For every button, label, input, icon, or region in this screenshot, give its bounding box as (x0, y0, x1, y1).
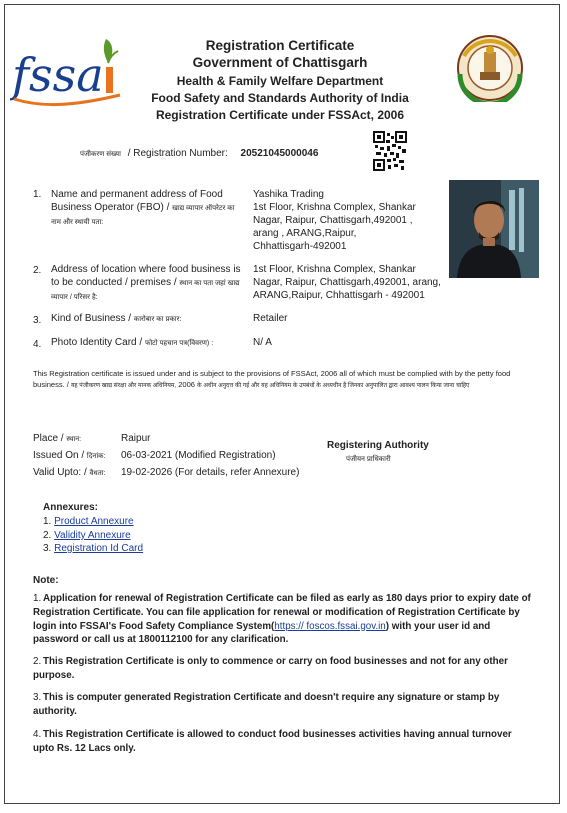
registration-id-card-link[interactable]: Registration Id Card (54, 543, 144, 554)
note-1: 1. Application for renewal of Registration Certificate can be filed as early as 180 days prior to expiry date of Registration Certificate. You can file application for renewal or modification of Registration Certificate by login into FSSAI's Food Safety Compliance System(https:// foscos.fssai.gov.in) with your user id and password or call us at 1800112100 for any clarification. (33, 593, 531, 646)
annexure-item: 3. Registration Id Card (43, 543, 144, 554)
row-1-label (51, 188, 241, 229)
note-title: Note: (33, 575, 59, 586)
row-4-label (51, 336, 241, 350)
place-label: Place / स्थान: (33, 433, 82, 444)
photo-id-card: N/ A (253, 337, 272, 348)
fbo-photo (449, 180, 539, 278)
row-4-label-en: Photo Identity Card / (51, 337, 143, 348)
registration-label-hindi: पंजीकरण संख्या (80, 151, 121, 158)
government-name: Government of Chattisgarh (192, 55, 368, 70)
row-2-value (253, 263, 453, 302)
row-1-value (253, 188, 448, 253)
registration-number-line (80, 148, 318, 159)
row-3-number: 3. (33, 315, 42, 326)
premises-address-line: 1st Floor, Krishna Complex, Shankar (253, 264, 416, 275)
authority-name: Food Safety and Standards Authority of India (151, 91, 409, 105)
row-4-number: 4. (33, 339, 42, 350)
statement-hindi-2: के अधीन अनुदत्त की गई और यह अधिनियम के उपबंधों के अध्यधीन है जिनका अनुपालित द्वारा आवश्य पालन किया जाना चाहिए (197, 382, 470, 389)
qr-code (373, 131, 407, 171)
fbo-address-line: Nagar, Raipur, Chattisgarh,492001 , (253, 215, 413, 226)
issued-label: Issued On / दिनांक: (33, 450, 106, 461)
statement-year: 2006 (178, 379, 195, 389)
row-1-number: 1. (33, 189, 42, 200)
note-3: 3. This is computer generated Registration Certificate and doesn't require any signature or stamp by authority. (33, 692, 500, 717)
annexures-title: Annexures: (43, 502, 99, 513)
fbo-address-line: 1st Floor, Krishna Complex, Shankar (253, 202, 416, 213)
place-value: Raipur (121, 433, 151, 444)
row-2-label (51, 263, 241, 304)
premises-address-line: ARANG,Raipur, Chhattisgarh - 492001 (253, 290, 425, 301)
annexure-item: 2. Validity Annexure (43, 530, 131, 541)
issued-value: 06-03-2021 (Modified Registration) (121, 450, 276, 461)
row-2-label-en: Address of location where food business is to be conducted / premises / (51, 264, 241, 288)
note-4: 4. This Registration Certificate is allowed to conduct food businesses activities having annual turnover upto Rs. 12 Lacs only. (33, 729, 512, 754)
fssai-logo (10, 33, 128, 115)
note-2: 2. This Registration Certificate is only to commence or carry on food businesses and not for any other purpose. (33, 656, 508, 681)
fbo-address-line: arang , ARANG,Raipur, (253, 228, 357, 239)
statement-english: This Registration certificate is issued under and is subject to the provisions of FSSAct, 2006 all of which must be complied with by the petty food business. / (33, 369, 511, 389)
fbo-name: Yashika Trading (253, 189, 324, 200)
registering-authority-hindi: पंजीयन प्राधिकारी (346, 456, 391, 463)
registration-label: / Registration Number: (127, 148, 228, 159)
row-3-label-hindi: कारोबार का प्रकार: (133, 316, 182, 323)
row-1-label-hindi: खाद्य व्यापार ऑपरेटर का नाम और स्थायी पता: (51, 205, 235, 226)
row-3-label (51, 312, 241, 326)
kind-of-business: Retailer (253, 313, 288, 324)
cert-title: Registration Certificate (205, 38, 355, 53)
product-annexure-link[interactable]: Product Annexure (54, 516, 134, 527)
row-3-label-en: Kind of Business / (51, 313, 132, 324)
annexure-item: 1. Product Annexure (43, 516, 134, 527)
foscos-link[interactable]: https:// foscos.fssai.gov.in (274, 620, 386, 632)
row-4-label-hindi: फोटो पहचान पत्र(विवरण) : (144, 340, 214, 347)
row-1-label-en: Name and permanent address of Food Business Operator (FBO) / (51, 189, 223, 213)
svg-text:fssa: fssa (12, 48, 104, 102)
act-title: Registration Certificate under FSSAct, 2006 (155, 108, 405, 122)
valid-label: Valid Upto: / वैधता: (33, 467, 106, 478)
premises-address-line: Nagar, Raipur, Chattisgarh,492001, arang, (253, 277, 441, 288)
registering-authority: Registering Authority (327, 440, 429, 451)
statement-hindi-1: यह पंजीकरण खाद्य संरक्षा और मानक अधिनियम, (70, 382, 177, 389)
fbo-address-line: Chhattisgarh-492001 (253, 241, 347, 252)
chhattisgarh-emblem (456, 34, 524, 102)
row-2-label-hindi: स्थान का पता जहां खाद्य व्यापार / परिसर है: (51, 280, 240, 301)
department-name: Health & Family Welfare Department (176, 74, 384, 88)
valid-value: 19-02-2026 (For details, refer Annexure) (121, 467, 300, 478)
registration-number: 20521045000046 (240, 148, 319, 159)
certificate-frame (4, 4, 560, 804)
validity-annexure-link[interactable]: Validity Annexure (54, 530, 131, 541)
statement-paragraph (33, 369, 543, 391)
row-2-number: 2. (33, 265, 42, 276)
